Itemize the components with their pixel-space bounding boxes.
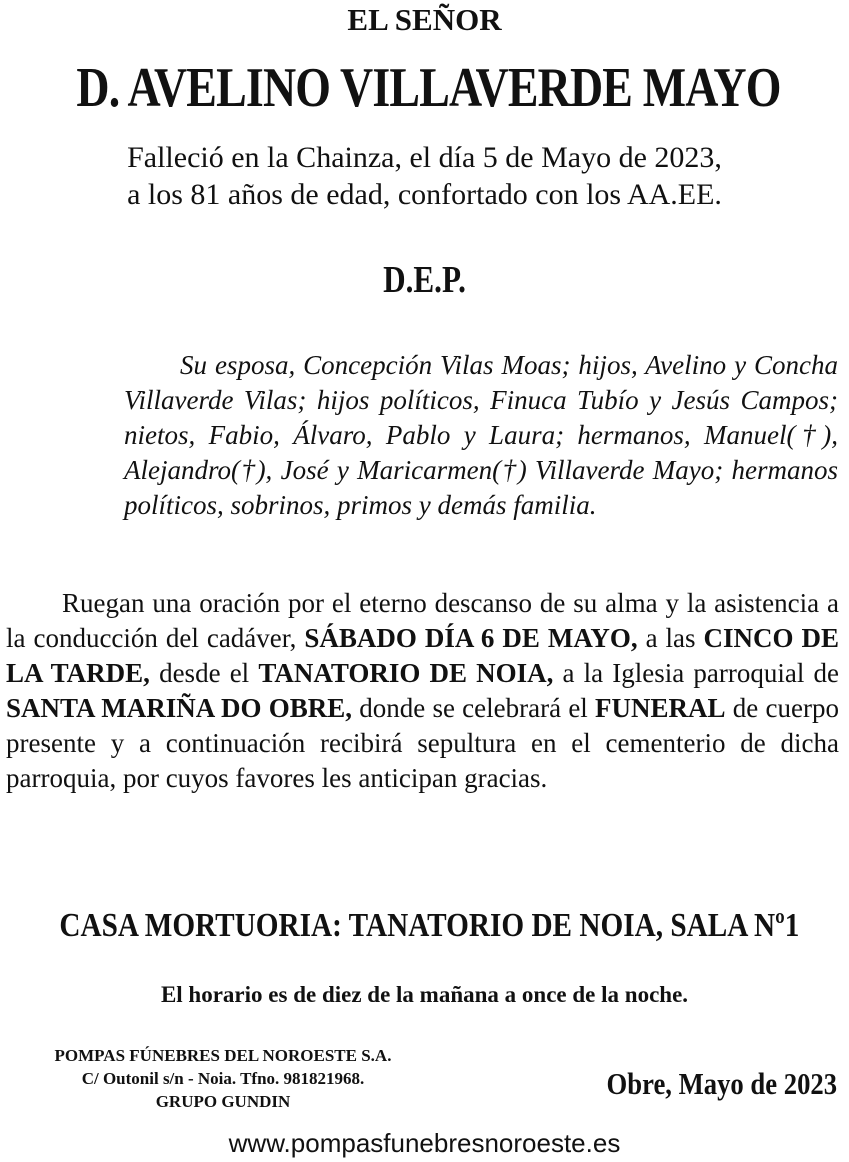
casa-mortuoria: CASA MORTUORIA: TANATORIO DE NOIA, SALA Nº1 [59, 907, 800, 944]
website-link[interactable]: www.pompasfunebresnoroeste.es [228, 1128, 621, 1158]
prayer-text-5: donde se celebrará el [352, 693, 596, 723]
prayer-text-1: Ruegan una oración por el eterno descanso de su alma y la asistencia a la conducción del cadáver, [6, 588, 839, 653]
prayer-text-3: desde el [149, 658, 259, 688]
prayer-text-2: a las [637, 623, 704, 653]
prayer-origin: TANATORIO DE NOIA, [258, 658, 554, 688]
company-name: POMPAS FÚNEBRES DEL NOROESTE S.A. [54, 1046, 392, 1065]
prayer-funeral: FUNERAL [595, 693, 726, 723]
deceased-name: D. AVELINO VILLAVERDE MAYO [76, 57, 781, 119]
prayer-church: SANTA MARIÑA DO OBRE, [6, 693, 352, 723]
prayer-time: CINCO DE LA TARDE, [6, 623, 839, 688]
title-line: EL SEÑOR [347, 2, 502, 37]
family-paragraph: Su esposa, Concepción Vilas Moas; hijos, Avelino y Concha Villaverde Vilas; hijos políticos, Finuca Tubío y Jesús Campos; nietos, Fabio, Álvaro, Pablo y Laura; hermanos, Manuel(†), Alejandro(†), José y Maricarmen(†) Villaverde Mayo; hermanos políticos, sobrinos, primos y demás familia. [124, 350, 838, 520]
prayer-paragraph [6, 586, 839, 796]
company-address: C/ Outonil s/n - Noia. Tfno. 981821968. [81, 1069, 365, 1088]
company-block [0, 1044, 446, 1113]
place-date: Obre, Mayo de 2023 [606, 1066, 837, 1101]
death-info-line-1: Falleció en la Chainza, el día 5 de Mayo de 2023, [127, 141, 722, 174]
death-info-line-2: a los 81 años de edad, confortado con los AA.EE. [127, 178, 722, 211]
prayer-date: SÁBADO DÍA 6 DE MAYO, [304, 623, 638, 653]
company-group: GRUPO GUNDIN [155, 1092, 291, 1111]
prayer-text-6: de cuerpo presente y a continuación recibirá sepultura en el cementerio de dicha parroquia, por cuyos favores les anticipan gracias. [6, 693, 839, 793]
dep-heading: D.E.P. [383, 259, 466, 301]
prayer-text-4: a la Iglesia parroquial de [553, 658, 839, 688]
visiting-hours: El horario es de diez de la mañana a once de la noche. [160, 982, 689, 1007]
